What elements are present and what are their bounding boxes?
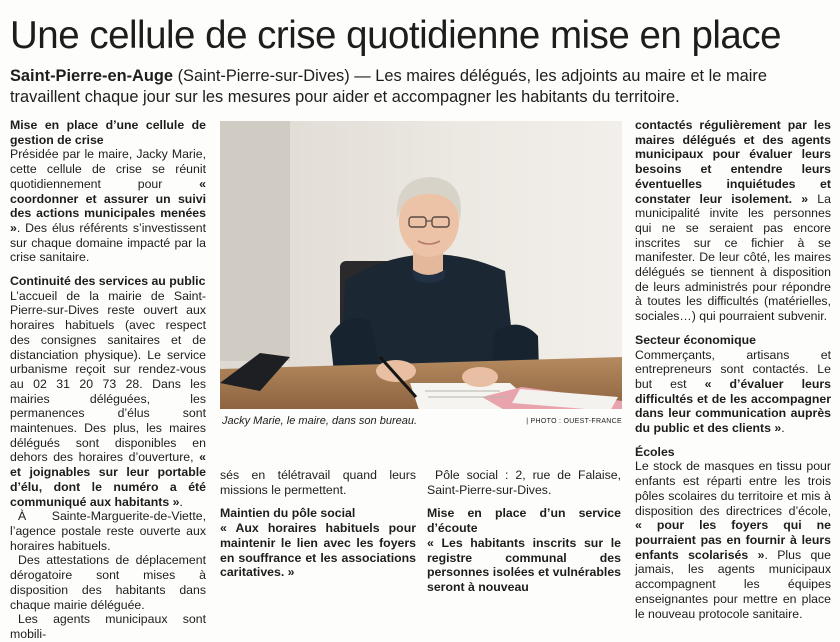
photo-credit: | PHOTO : OUEST-FRANCE [526, 418, 622, 425]
paragraph: Le stock de masques en tissu pour enfants est réparti entre les trois pôles scolaires du territoire et mis à disposition des directrices d’école, « pour les foyers qui ne pourraient pas en fournir à leurs enfants scolarisés ». Plus que jamais, les agents municipaux accompagnent les équipes enseignantes pour mettre en place le nouveau protocole sanitaire. [635, 459, 831, 621]
lede-place: Saint-Pierre-en-Auge [10, 67, 174, 85]
paragraph: « Aux horaires habituels pour maintenir le lien avec les foyers en souffrance et les associations caritatives. » [220, 521, 416, 580]
paragraph: Pôle social : 2, rue de Falaise, Saint-Pierre-sur-Dives. [427, 468, 621, 497]
paragraph: Les agents municipaux sont mobili- [10, 612, 206, 641]
subhead-listening-service: Mise en place d’un service d’écoute [427, 506, 621, 536]
mayor-photo-illustration [220, 121, 622, 409]
subhead-social-pole: Maintien du pôle social [220, 506, 356, 521]
paragraph: L’accueil de la mairie de Saint-Pierre-sur-Dives reste ouvert aux horaires habituels (avec respect des consignes sanitaires et de distanciation physique). Le service urbanisme reçoit sur rendez-vous au 02 31 20 73 28. Dans les mairies déléguées, les permanences d’élus sont maintenues. Des plus, les maires délégués sont disponibles en dehors des horaires d’ouverture, « et joignables sur leur portable d’élu, dont le numéro a été communiqué aux habitants ». [10, 288, 206, 509]
paragraph: À Sainte-Marguerite-de-Viette, l’agence postale reste ouverte aux horaires habituels. [10, 509, 206, 553]
paragraph: contactés régulièrement par les maires délégués et des agents municipaux pour évaluer leurs besoins et entendre leurs éventuelles inquiétudes et constater leur isolement. » La municipalité invite les personnes qui ne se seraient pas encore inscrites sur ce fichier à se manifester. De leur côté, les maires délégués se tiennent à disposition de leurs administrés pour répondre à toutes les difficultés (matérielles, sociales…) qui pourraient subvenir. [635, 118, 831, 324]
article-column-1 [10, 118, 206, 642]
paragraph: Commerçants, artisans et entrepreneurs sont contactés. Le but est « d’évaluer leurs difficultés et de les accompagner dans leur communication auprès du public et des clients ». [635, 347, 831, 436]
photo-caption [220, 412, 622, 428]
paragraph: sés en télétravail quand leurs missions le permettent. [220, 468, 416, 497]
mayor-photo [220, 121, 622, 409]
paragraph: Présidée par le maire, Jacky Marie, cette cellule de crise se réunit quotidiennement pour « coordonner et assurer un suivi des actions municipales menées ». Des élus référents s’investissent sur chaque domaine impacté par la crise sanitaire. [10, 147, 206, 265]
subhead-economic-sector: Secteur économique [635, 332, 756, 347]
caption-text: Jacky Marie, le maire, dans son bureau. [222, 415, 418, 427]
subhead-public-services: Continuité des services au public [10, 274, 206, 289]
headline: Une cellule de crise quotidienne mise en place [10, 14, 782, 57]
paragraph: « Les habitants inscrits sur le registre communal des personnes isolées et vulnérables seront à nouveau [427, 535, 621, 594]
subhead-schools: Écoles [635, 444, 675, 459]
paragraph: Des attestations de déplacement dérogatoire sont mises à disposition des habitants dans chaque mairie déléguée. [10, 553, 206, 612]
lede-text: (Saint-Pierre-sur-Dives) — Les maires délégués, les adjoints au maire et le maire travaillent chaque jour sur les mesures pour aider et accompagner les habitants du territoire. [10, 67, 767, 106]
lede [10, 66, 832, 108]
article-column-4 [635, 118, 831, 621]
subhead-crisis-cell: Mise en place d’une cellule de gestion de crise [10, 118, 206, 147]
article-column-3 [427, 468, 621, 595]
article-column-2 [220, 468, 416, 580]
